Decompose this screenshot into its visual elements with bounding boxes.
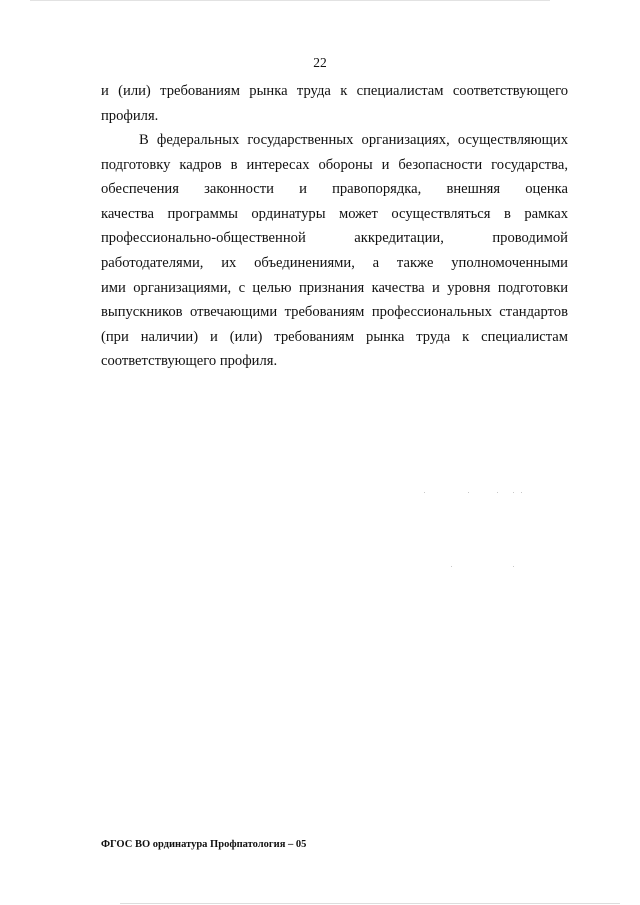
scan-edge-bottom	[120, 903, 620, 904]
scan-edge-top	[30, 0, 550, 1]
text-line: обеспечения законности и правопорядка, внешняя оценка	[101, 181, 568, 198]
scan-speck	[513, 492, 514, 493]
text-line: профиля.	[101, 107, 159, 124]
paragraph-external-assessment	[101, 128, 568, 374]
paragraph-continuation	[101, 79, 568, 128]
scan-speck	[424, 492, 425, 493]
text-line: работодателями, их объединениями, а также уполномоченными	[101, 254, 568, 271]
text-line: и (или) требованиям рынка труда к специалистам соответствующего	[101, 83, 568, 99]
text-line: соответствующего профиля.	[101, 353, 278, 370]
text-line: ими организациями, с целью признания качества и уровня подготовки	[101, 279, 568, 296]
text-line: В федеральных государственных организациях, осуществляющих	[139, 132, 568, 148]
text-line: (при наличии) и (или) требованиям рынка труда к специалистам	[101, 328, 568, 345]
scan-speck	[451, 566, 452, 567]
page-number: 22	[313, 55, 327, 70]
text-line: выпускников отвечающими требованиям профессиональных стандартов	[101, 304, 568, 321]
document-footer: ФГОС ВО ординатура Профпатология – 05	[101, 839, 307, 850]
scan-speck	[521, 492, 522, 493]
scan-speck	[497, 492, 498, 493]
text-line: профессионально-общественной аккредитации, проводимой	[101, 230, 568, 247]
text-line: подготовку кадров в интересах обороны и безопасности государства,	[101, 156, 568, 173]
scan-speck	[468, 492, 469, 493]
text-line: качества программы ординатуры может осуществляться в рамках	[101, 205, 568, 222]
scan-speck	[513, 566, 514, 567]
